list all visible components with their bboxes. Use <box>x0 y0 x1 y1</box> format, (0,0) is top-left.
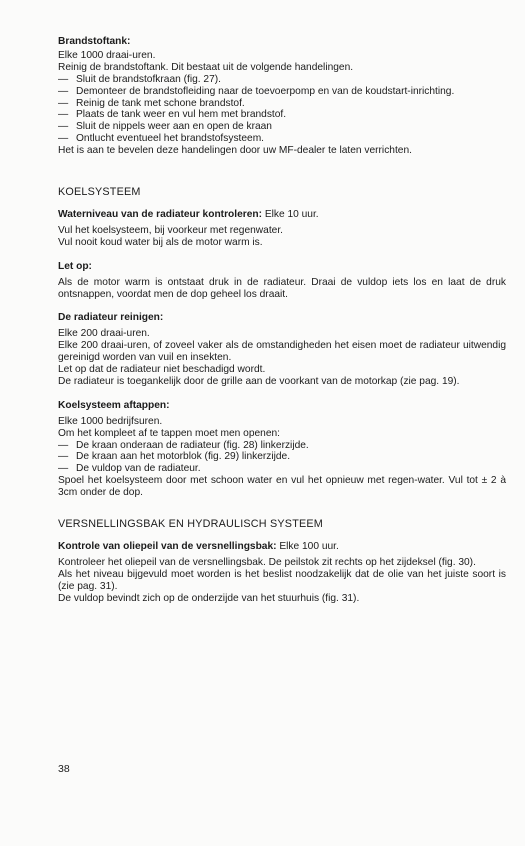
spacer <box>58 169 506 187</box>
list-item-text: Demonteer de brandstofleiding naar de toevoerpomp en van de koudstart-inrichting. <box>76 85 455 97</box>
section-title-versnellingsbak: VERSNELLINGSBAK EN HYDRAULISCH SYSTEEM <box>58 518 323 531</box>
text-line: De radiateur is toegankelijk door de grille aan de voorkant van de motorkap (zie pag. 19). <box>58 375 460 387</box>
list-item-text: Sluit de brandstofkraan (fig. 27). <box>76 73 221 85</box>
dash-bullet: — <box>58 73 69 85</box>
heading-waterniveau: Waterniveau van de radiateur kontroleren: <box>58 208 262 220</box>
text-line: Elke 200 draai-uren, of zoveel vaker als de omstandigheden het eisen moet de radiateur uitwendig gereinigd worden van vuil en insekten. <box>58 340 506 364</box>
heading-reinigen: De radiateur reinigen: <box>58 312 164 324</box>
text-line: Elke 1000 draai-uren. <box>58 49 156 61</box>
heading-aftappen: Koelsysteem aftappen: <box>58 399 170 411</box>
list-item <box>58 133 506 145</box>
text-line: Vul het koelsysteem, bij voorkeur met regenwater. <box>58 224 283 236</box>
dash-bullet: — <box>58 121 69 133</box>
subsection-reinigen <box>58 312 506 387</box>
list-item-text: De kraan onderaan de radiateur (fig. 28) linkerzijde. <box>76 439 309 451</box>
text-line: Vul nooit koud water bij als de motor warm is. <box>58 236 263 248</box>
text-line: Spoel het koelsysteem door met schoon water en vul het opnieuw met regen-water. Vul tot ± 2 à 3cm onder de dop. <box>58 475 506 499</box>
heading-brandstoftank: Brandstoftank: <box>58 36 131 47</box>
heading-kontrole: Kontrole van oliepeil van de versnellingsbak: <box>58 541 277 552</box>
dash-bullet: — <box>58 439 69 451</box>
list-item-text: De kraan aan het motorblok (fig. 29) linkerzijde. <box>76 451 291 463</box>
text-line: De vuldop bevindt zich op de onderzijde van het stuurhuis (fig. 31). <box>58 592 360 604</box>
list-item <box>58 98 506 110</box>
subsection-letop <box>58 261 506 301</box>
dash-bullet: — <box>58 133 69 145</box>
list-item <box>58 109 506 121</box>
heading-letop: Let op: <box>58 260 92 272</box>
text-paragraph: Als de motor warm is ontstaat druk in de radiateur. Draai de vuldop iets los en laat de druk ontsnappen, voordat men de dop geheel los draait. <box>58 276 506 300</box>
text-line: Om het kompleet af te tappen moet men openen: <box>58 427 280 439</box>
heading-interval: Elke 10 uur. <box>262 208 319 220</box>
text-line: Elke 200 draai-uren. <box>58 328 150 340</box>
list-item <box>58 451 506 463</box>
subsection-kontrole <box>58 541 506 605</box>
list-item <box>58 74 506 86</box>
list-item-text: Plaats de tank weer en vul hem met brandstof. <box>76 109 287 121</box>
page-content <box>58 36 506 617</box>
list-item <box>58 121 506 133</box>
heading-interval: Elke 100 uur. <box>276 541 339 552</box>
list-item-text: Reinig de tank met schone brandstof. <box>76 97 245 109</box>
heading-line <box>58 541 506 553</box>
list-item <box>58 463 506 475</box>
subsection-waterniveau <box>58 209 506 249</box>
heading-line <box>58 209 506 221</box>
text-line: Als het niveau bijgevuld moet worden is het beslist noodzakelijk dat de olie van het juiste soort is (zie pag. 31). <box>58 568 506 592</box>
text-line: Let op dat de radiateur niet beschadigd wordt. <box>58 364 266 376</box>
list-item-text: Ontlucht eventueel het brandstofsysteem. <box>76 133 265 145</box>
page-number: 38 <box>58 763 70 775</box>
section-brandstoftank <box>58 36 506 157</box>
section-title-koelsysteem: KOELSYSTEEM <box>58 186 141 199</box>
list-item-text: De vuldop van de radiateur. <box>76 463 201 475</box>
text-line: Reinig de brandstoftank. Dit bestaat uit de volgende handelingen. <box>58 61 354 73</box>
dash-bullet: — <box>58 451 69 463</box>
dash-bullet: — <box>58 85 69 97</box>
subsection-aftappen <box>58 400 506 499</box>
list-item <box>58 86 506 98</box>
dash-bullet: — <box>58 463 69 475</box>
text-line: Het is aan te bevelen deze handelingen door uw MF-dealer te laten verrichten. <box>58 145 412 157</box>
dash-bullet: — <box>58 97 69 109</box>
text-line: Kontroleer het oliepeil van de versnellingsbak. De peilstok zit rechts op het zijdeksel (fig. 30). <box>58 556 476 568</box>
text-line: Elke 1000 bedrijfsuren. <box>58 415 163 427</box>
list-item <box>58 440 506 452</box>
list-item-text: Sluit de nippels weer aan en open de kraan <box>76 121 272 133</box>
dash-bullet: — <box>58 109 69 121</box>
